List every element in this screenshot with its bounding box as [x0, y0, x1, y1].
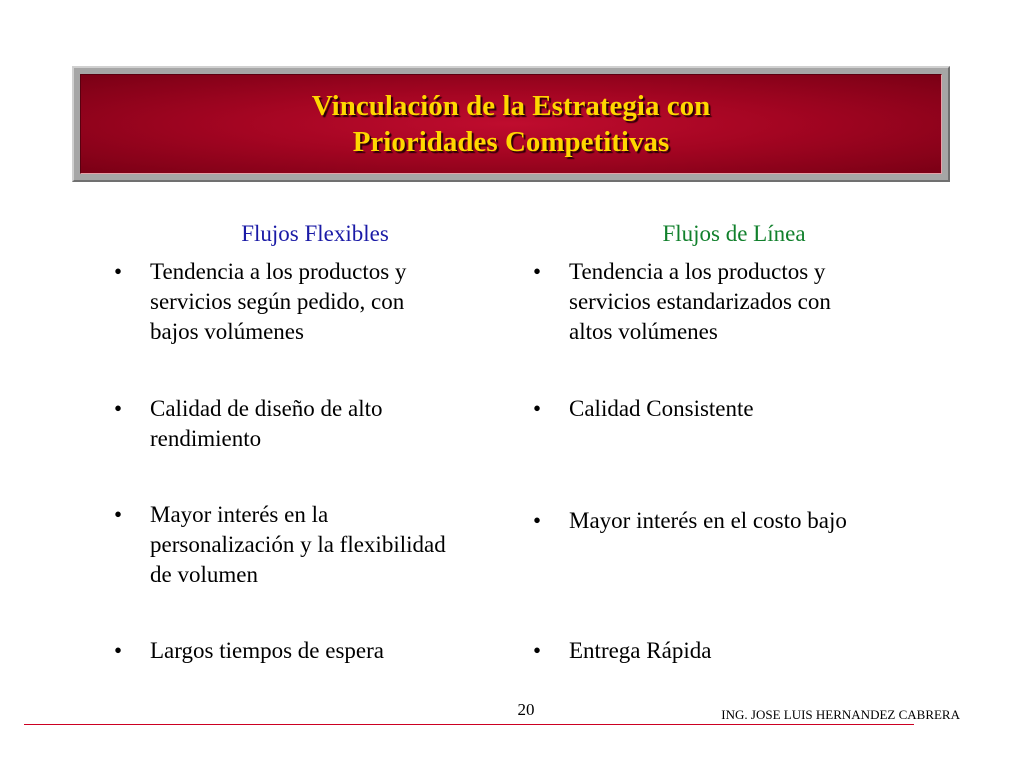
slide-title-line-2: Prioridades Competitivas [352, 126, 670, 158]
bullet-text [569, 636, 711, 666]
bullet-icon: • [533, 396, 542, 421]
bullet-text [569, 257, 831, 347]
bullet-text-line: servicios estandarizados con [569, 289, 831, 314]
bullet-text [150, 500, 446, 590]
title-banner [80, 74, 942, 174]
slide-title-line-1: Vinculación de la Estrategia con [311, 90, 711, 122]
bullet-text [150, 636, 384, 666]
bullet-text-line: bajos volúmenes [150, 319, 304, 344]
bullet-text-line: Calidad de diseño de alto [150, 396, 383, 421]
bullet-text-line: rendimiento [150, 426, 262, 451]
bullet-icon: • [533, 259, 542, 284]
footer-divider [24, 724, 914, 725]
author-credit: ING. JOSE LUIS HERNANDEZ CABRERA [721, 707, 960, 722]
bullet-text-line: Tendencia a los productos y [150, 259, 407, 284]
bullet-text-line: Mayor interés en el costo bajo [569, 508, 847, 533]
title-frame [72, 66, 950, 182]
bullet-icon: • [114, 502, 123, 527]
column-heading-line-flows: Flujos de Línea [662, 221, 806, 246]
bullet-text-line: servicios según pedido, con [150, 289, 405, 314]
bullet-icon: • [114, 638, 123, 663]
bullet-text-line: Entrega Rápida [569, 638, 712, 663]
bullet-icon: • [533, 638, 542, 663]
bullet-text-line: Largos tiempos de espera [150, 638, 384, 663]
bullet-text-line: Mayor interés en la [150, 502, 329, 527]
bullet-text-line: altos volúmenes [569, 319, 718, 344]
bullet-text [569, 394, 754, 424]
bullet-text-line: Calidad Consistente [569, 396, 754, 421]
bullet-text-line: Tendencia a los productos y [569, 259, 826, 284]
column-heading-flexible-flows: Flujos Flexibles [241, 221, 389, 246]
bullet-icon: • [114, 396, 123, 421]
page-number: 20 [517, 700, 535, 719]
bullet-icon: • [114, 259, 123, 284]
bullet-text [569, 506, 847, 536]
bullet-icon: • [533, 508, 542, 533]
bullet-text-line: de volumen [150, 562, 258, 587]
bullet-text-line: personalización y la flexibilidad [150, 532, 446, 557]
bullet-text [150, 394, 383, 454]
bullet-text [150, 257, 406, 347]
